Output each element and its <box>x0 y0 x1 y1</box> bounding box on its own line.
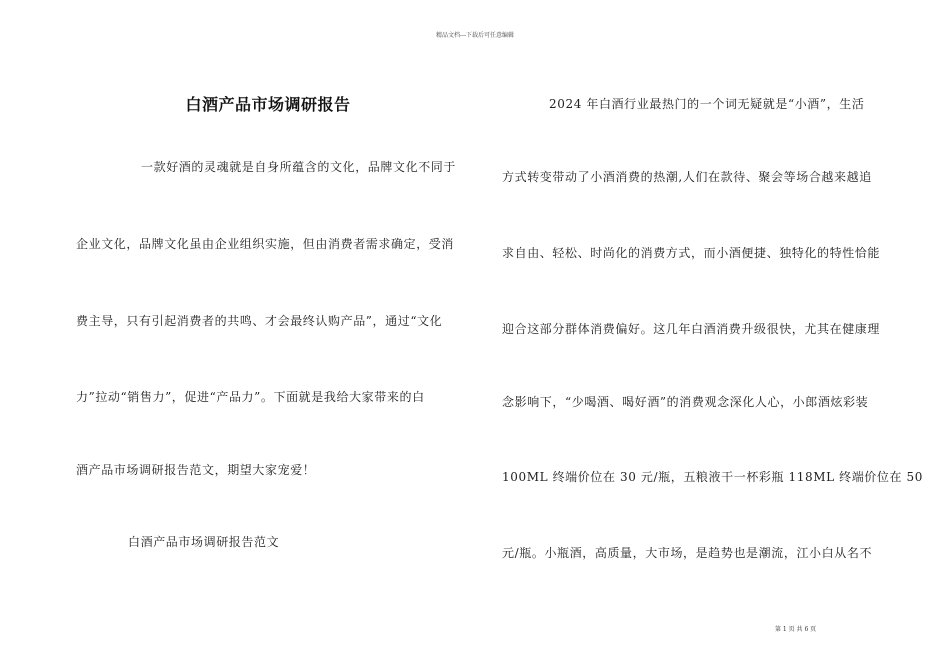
left-paragraph-line: 一款好酒的灵魂就是自身所蕴含的文化，品牌文化不同于 <box>141 160 457 174</box>
right-paragraph-line: 2024 年白酒行业最热门的一个词无疑就是“小酒”，生活 <box>549 97 865 111</box>
right-paragraph-line: 念影响下，“少喝酒、喝好酒”的消费观念深化人心，小郎酒炫彩装 <box>502 395 869 409</box>
left-paragraph-line: 酒产品市场调研报告范文，期望大家宠爱！ <box>76 463 316 477</box>
left-paragraph-line: 费主导，只有引起消费者的共鸣、才会最终认购产品”，通过“文化 <box>76 314 443 328</box>
left-paragraph-line: 企业文化，品牌文化虽由企业组织实施，但由消费者需求确定，受消 <box>76 237 455 251</box>
section-heading: 白酒产品市场调研报告范文 <box>128 535 280 549</box>
right-paragraph-line: 元/瓶。小瓶酒，高质量，大市场，是趋势也是潮流，江小白从名不 <box>502 546 873 560</box>
page-header-note: 精品文档---下载后可任意编辑 <box>435 32 515 39</box>
left-paragraph-line: 力”拉动“销售力”，促进“产品力”。下面就是我给大家带来的白 <box>76 390 425 404</box>
page-number: 第 1 页 共 6 页 <box>775 626 817 633</box>
document-title: 白酒产品市场调研报告 <box>185 95 351 114</box>
right-paragraph-line: 方式转变带动了小酒消费的热潮,人们在款待、聚会等场合越来越追 <box>502 170 872 184</box>
right-paragraph-line: 迎合这部分群体消费偏好。这几年白酒消费升级很快，尤其在健康理 <box>502 322 881 336</box>
right-paragraph-line: 100ML 终端价位在 30 元/瓶，五粮液干一杯彩瓶 118ML 终端价位在 50 <box>502 470 923 484</box>
right-paragraph-line: 求自由、轻松、时尚化的消费方式，而小酒便捷、独特化的特性恰能 <box>502 246 881 260</box>
